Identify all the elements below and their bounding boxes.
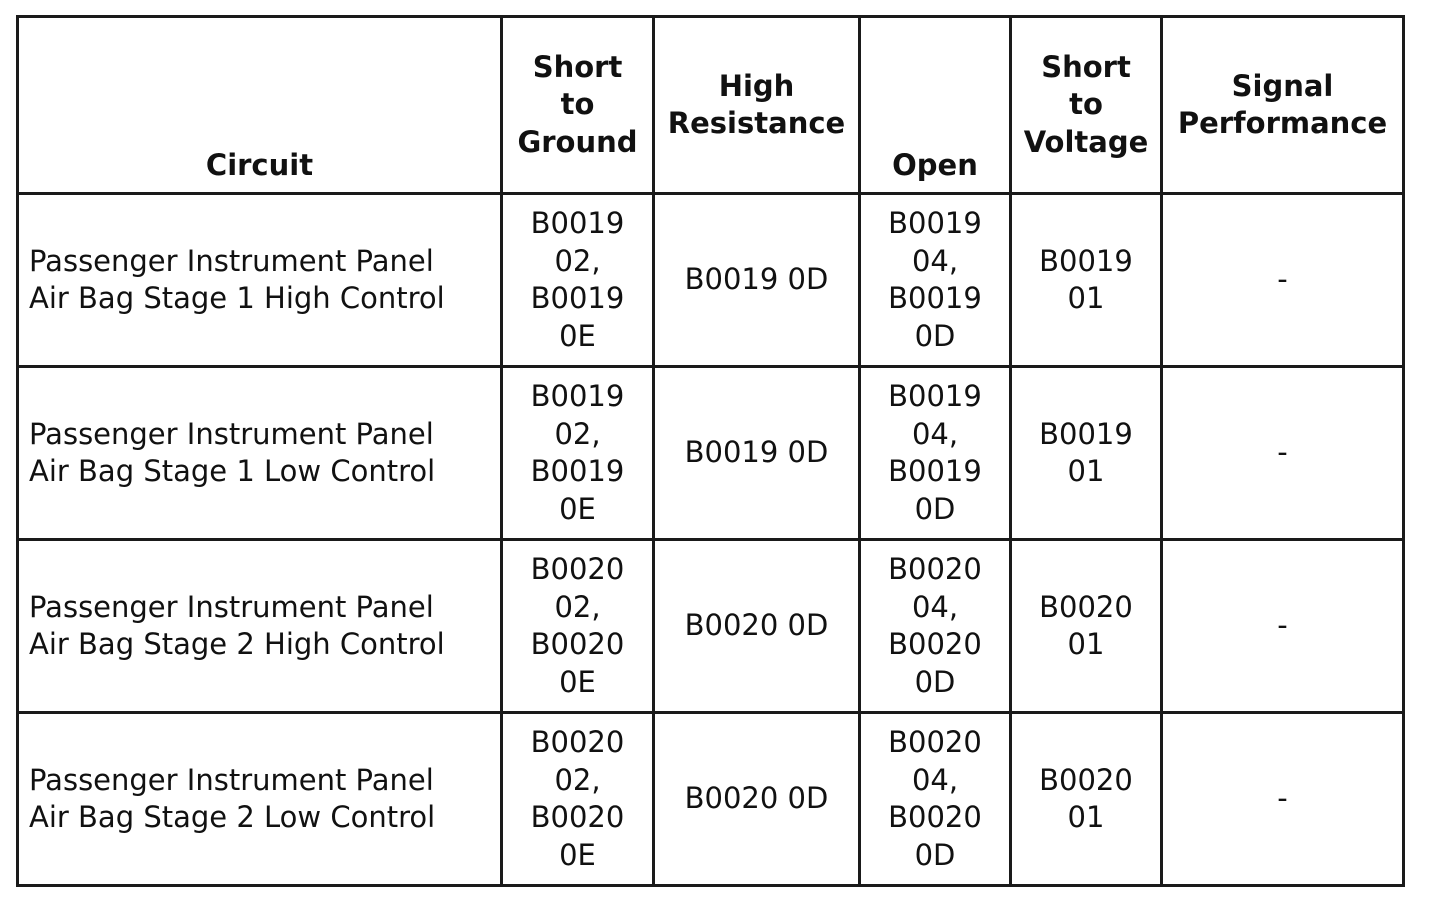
circuit-line: Passenger Instrument Panel — [29, 416, 434, 451]
code-line: B0020 — [888, 627, 982, 661]
cell-short-to-ground — [502, 540, 654, 713]
header-line: High — [718, 68, 795, 103]
cell-high-resistance: B0020 0D — [654, 713, 860, 886]
cell-short-to-ground — [502, 194, 654, 367]
header-line: Ground — [517, 124, 638, 159]
cell-short-to-voltage — [1011, 540, 1162, 713]
header-row — [18, 17, 1404, 194]
cell-open — [860, 367, 1011, 540]
code-line: 0E — [559, 837, 596, 872]
table-row — [18, 540, 1404, 713]
header-line: Short — [1041, 49, 1131, 84]
code-line: B0020 — [530, 627, 625, 661]
cell-short-to-voltage — [1011, 367, 1162, 540]
cell-circuit — [18, 367, 502, 540]
circuit-line: Passenger Instrument Panel — [29, 762, 434, 797]
table-row — [18, 367, 1404, 540]
cell-short-to-ground — [502, 713, 654, 886]
header-line: Voltage — [1023, 124, 1149, 159]
code-line: B0020 — [888, 725, 982, 759]
circuit-line: Air Bag Stage 1 Low Control — [29, 454, 436, 488]
code-line: B0020 — [888, 552, 982, 586]
cell-signal-performance: - — [1162, 367, 1404, 540]
code-line: 04, — [911, 589, 959, 624]
circuit-line: Air Bag Stage 1 High Control — [29, 281, 445, 315]
header-signal-performance — [1162, 17, 1404, 194]
cell-circuit — [18, 194, 502, 367]
cell-short-to-voltage — [1011, 713, 1162, 886]
table-body — [18, 194, 1404, 886]
header-short-to-ground — [502, 17, 654, 194]
code-line: 01 — [1067, 281, 1105, 315]
header-line: to — [1069, 87, 1103, 122]
cell-open — [860, 713, 1011, 886]
cell-short-to-voltage — [1011, 194, 1162, 367]
code-line: 02, — [554, 243, 601, 278]
circuit-line: Air Bag Stage 2 Low Control — [29, 800, 436, 834]
code-line: B0020 — [1039, 762, 1133, 797]
code-line: 0D — [914, 318, 956, 353]
header-line: Resistance — [667, 106, 846, 140]
code-line: B0019 — [530, 454, 625, 488]
code-line: 0D — [914, 491, 956, 526]
code-line: B0019 — [888, 206, 982, 240]
code-line: 04, — [911, 416, 959, 451]
header-line: to — [560, 87, 595, 122]
code-line: B0019 — [888, 454, 982, 488]
code-line: B0019 — [1039, 243, 1133, 278]
header-circuit: Circuit — [18, 17, 502, 194]
header-line: Signal — [1231, 68, 1334, 103]
code-line: 0D — [914, 664, 956, 699]
cell-short-to-ground — [502, 367, 654, 540]
code-line: B0019 — [888, 379, 982, 413]
code-line: 01 — [1067, 627, 1105, 661]
code-line: B0020 — [530, 800, 625, 834]
cell-open — [860, 540, 1011, 713]
table-row — [18, 194, 1404, 367]
code-line: B0019 — [530, 379, 625, 413]
header-open: Open — [860, 17, 1011, 194]
code-line: 01 — [1067, 454, 1105, 488]
header-line: Short — [532, 49, 623, 84]
circuit-line: Air Bag Stage 2 High Control — [29, 627, 445, 661]
code-line: 01 — [1067, 800, 1105, 834]
code-line: 0E — [559, 664, 596, 699]
cell-high-resistance: B0019 0D — [654, 367, 860, 540]
code-line: 02, — [554, 416, 601, 451]
header-high-resistance — [654, 17, 860, 194]
code-line: B0019 — [530, 206, 625, 240]
cell-high-resistance: B0019 0D — [654, 194, 860, 367]
cell-signal-performance: - — [1162, 540, 1404, 713]
header-short-to-voltage — [1011, 17, 1162, 194]
cell-circuit — [18, 713, 502, 886]
code-line: B0019 — [888, 281, 982, 315]
code-line: 04, — [911, 243, 959, 278]
code-line: 0E — [559, 318, 596, 353]
circuit-line: Passenger Instrument Panel — [29, 243, 434, 278]
header-line: Performance — [1177, 106, 1388, 140]
code-line: 04, — [911, 762, 959, 797]
circuit-line: Passenger Instrument Panel — [29, 589, 434, 624]
cell-open — [860, 194, 1011, 367]
cell-circuit — [18, 540, 502, 713]
cell-signal-performance: - — [1162, 713, 1404, 886]
code-line: B0019 — [530, 281, 625, 315]
cell-signal-performance: - — [1162, 194, 1404, 367]
code-line: 0D — [914, 837, 956, 872]
code-line: B0020 — [530, 725, 625, 759]
code-line: 0E — [559, 491, 596, 526]
code-line: B0020 — [888, 800, 982, 834]
cell-high-resistance: B0020 0D — [654, 540, 860, 713]
code-line: B0020 — [1039, 589, 1133, 624]
code-line: B0020 — [530, 552, 625, 586]
code-line: B0019 — [1039, 416, 1133, 451]
code-line: 02, — [554, 762, 601, 797]
dtc-table — [16, 15, 1405, 887]
code-line: 02, — [554, 589, 601, 624]
table-row — [18, 713, 1404, 886]
